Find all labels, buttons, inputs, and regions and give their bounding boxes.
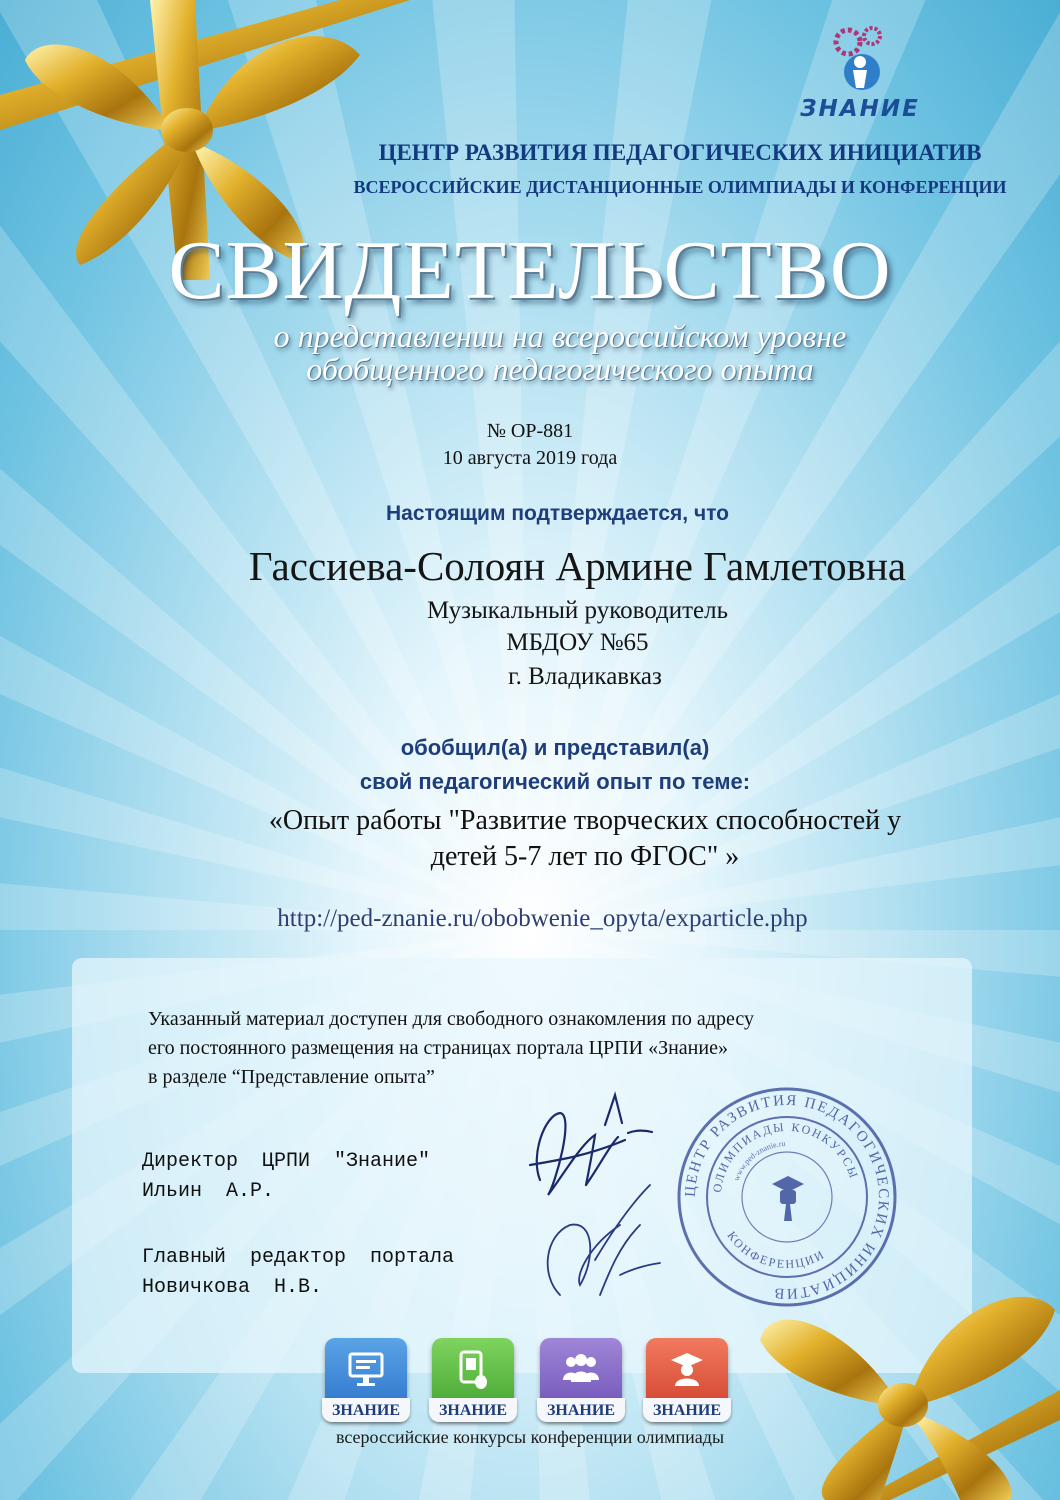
director-name: Ильин А.Р. (142, 1180, 275, 1203)
znanie-button-label: ЗНАНИЕ (537, 1398, 625, 1422)
editor-name: Новичкова Н.В. (142, 1276, 323, 1299)
znanie-button-label: ЗНАНИЕ (429, 1398, 517, 1422)
seal-site: www.ped-znanie.ru (731, 1138, 786, 1182)
generalized-line-2: свой педагогический опыт по теме: (359, 769, 751, 794)
recipient-city: г. Владикавказ (508, 663, 662, 690)
seal-outer-text: ЦЕНТР РАЗВИТИЯ ПЕДАГОГИЧЕСКИХ ИНИЦИАТИВ (682, 1092, 892, 1302)
tablet-mouse-icon (453, 1350, 493, 1390)
availability-line-1: Указанный материал доступен для свободного ознакомления по адресу (148, 1008, 754, 1030)
znanie-button-graduate[interactable] (646, 1338, 728, 1420)
ribbon-bow-bottom-right (740, 1240, 1060, 1500)
znanie-button-group[interactable] (540, 1338, 622, 1420)
editor-signature (548, 1185, 660, 1295)
topic-line-1: «Опыт работы "Развитие творческих способностей у (268, 805, 902, 836)
material-url[interactable]: http://ped-znanie.ru/obobwenie_opyta/exparticle.php (277, 905, 808, 932)
footer-caption: всероссийские конкурсы конференции олимпиады (335, 1427, 725, 1447)
editor-title: Главный редактор портала (142, 1246, 455, 1269)
recipient-position: Музыкальный руководитель (426, 597, 728, 624)
availability-line-2: его постоянного размещения на страницах портала ЦРПИ «Знание» (148, 1037, 728, 1059)
organization-subtitle: ВСЕРОССИЙСКИЕ ДИСТАНЦИОННЫЕ ОЛИМПИАДЫ И КОНФЕРЕНЦИИ (353, 177, 1007, 197)
seal-olimpiady: ОЛИМПИАДЫ (710, 1119, 787, 1194)
logo-text: ЗНАНИЕ (800, 96, 920, 122)
topic-line-2: детей 5-7 лет по ФГОС" » (430, 841, 740, 872)
seal-konkursy: КОНКУРСЫ (790, 1120, 862, 1182)
availability-line-3: в разделе “Представление опыта” (148, 1066, 435, 1088)
subtitle-line-2: обобщенного педагогического опыта (306, 351, 814, 387)
znanie-button-monitor[interactable] (325, 1338, 407, 1420)
director-title: Директор ЦРПИ "Знание" (142, 1150, 431, 1173)
graduate-icon (667, 1350, 707, 1390)
recipient-institution: МБДОУ №65 (506, 629, 649, 656)
znanie-button-label: ЗНАНИЕ (643, 1398, 731, 1422)
gear-logo-icon (780, 22, 940, 100)
group-icon (561, 1350, 601, 1390)
znanie-button-label: ЗНАНИЕ (322, 1398, 410, 1422)
znanie-button-tablet[interactable] (432, 1338, 514, 1420)
availability-note (148, 1005, 928, 1092)
seal-konferencii: КОНФЕРЕНЦИИ (724, 1228, 828, 1272)
generalized-line-1: обобщил(а) и представил(а) (400, 735, 710, 760)
director-signature (530, 1095, 652, 1195)
signatures (500, 1085, 700, 1315)
znanie-logo (780, 22, 940, 122)
seal-graduate-icon (772, 1176, 804, 1221)
certificate-subtitle (150, 320, 970, 386)
confirm-text: Настоящим подтверждается, что (386, 502, 729, 525)
recipient-name: Гассиева-Солоян Армине Гамлетовна (248, 543, 907, 589)
certificate-number: № ОР-881 (486, 420, 574, 442)
certificate-title: СВИДЕТЕЛЬСТВО (168, 224, 892, 317)
certificate-date: 10 августа 2019 года (442, 447, 618, 469)
monitor-icon (346, 1350, 386, 1390)
subtitle-line-1: о представлении на всероссийском уровне (273, 318, 847, 354)
organization-name: ЦЕНТР РАЗВИТИЯ ПЕДАГОГИЧЕСКИХ ИНИЦИАТИВ (378, 140, 982, 165)
